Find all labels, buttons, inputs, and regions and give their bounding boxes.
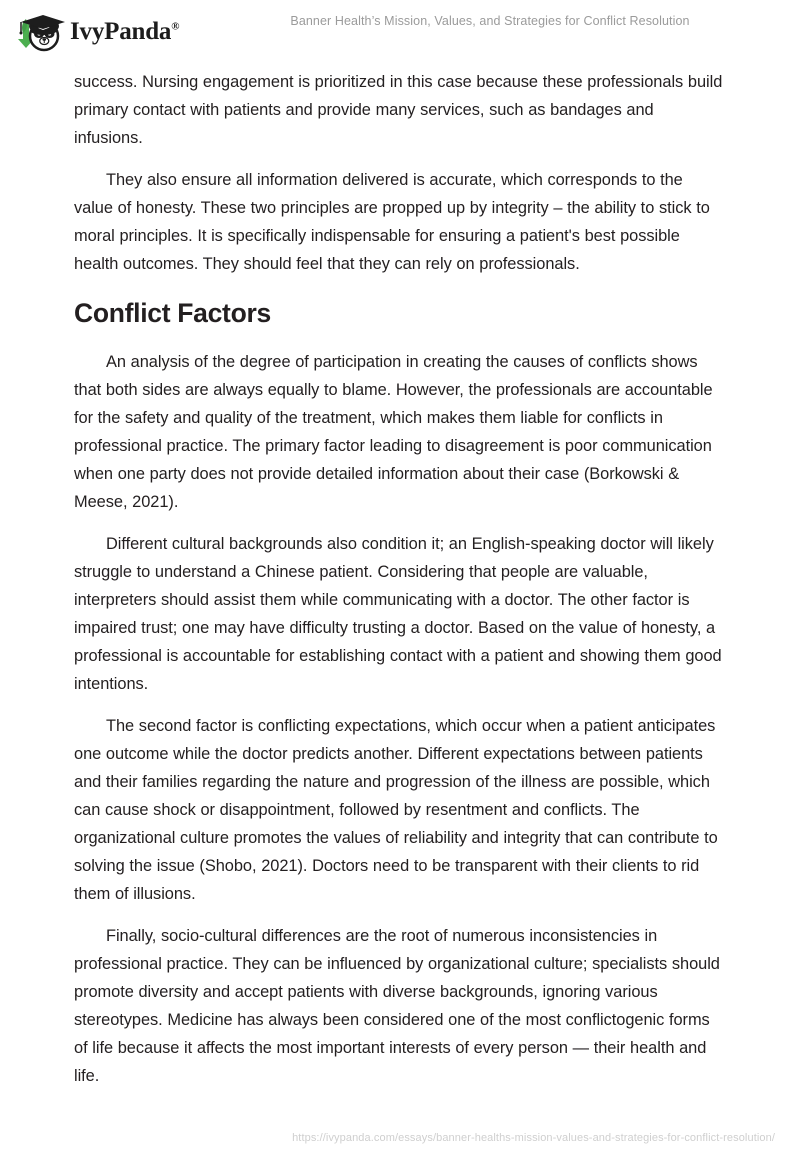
graduation-panda-logo-icon — [14, 8, 66, 54]
site-logo[interactable] — [14, 7, 179, 55]
paragraph: They also ensure all information delivered is accurate, which corresponds to the value of honesty. These two principles are propped up by integrity – the ability to stick to moral principles. It is specifically indispensable for ensuring a patient's best possible health outcomes. They should feel that they can rely on professionals. — [74, 171, 710, 273]
page-header — [0, 0, 800, 62]
document-header-title: Banner Health’s Mission, Values, and Strategies for Conflict Resolution — [290, 14, 690, 28]
paragraph: Different cultural backgrounds also condition it; an English-speaking doctor will likely struggle to understand a Chinese patient. Considering that people are valuable, interpreters should assist them while communicating with a doctor. The other factor is impaired trust; one may have difficulty trusting a doctor. Based on the value of honesty, a professional is accountable for establishing contact with a patient and showing them good intentions. — [74, 535, 722, 693]
paragraph: success. Nursing engagement is prioritized in this case because these professionals build primary contact with patients and provide many services, such as bandages and infusions. — [74, 73, 723, 147]
registered-trademark-icon: ® — [171, 20, 180, 33]
brand-name-text: IvyPanda — [70, 17, 172, 45]
document-body — [74, 68, 724, 1104]
paragraph: An analysis of the degree of participation in creating the causes of conflicts shows that both sides are always equally to blame. However, the professionals are accountable for the safety and quality of the treatment, which makes them liable for conflicts in professional practice. The primary factor leading to disagreement is poor communication when one party does not provide detailed information about their case (Borkowski & Meese, 2021). — [74, 353, 713, 511]
paragraph: Finally, socio-cultural differences are the root of numerous inconsistencies in professional practice. They can be influenced by organizational culture; specialists should promote diversity and accept patients with diverse backgrounds, ignoring various stereotypes. Medicine has always been considered one of the most conflictogenic forms of life because it affects the most important interests of every person — their health and life. — [74, 927, 720, 1085]
source-url-link[interactable]: https://ivypanda.com/essays/banner-healths-mission-values-and-strategies-for-conflict-resolution/ — [292, 1132, 775, 1144]
page-footer — [0, 1128, 775, 1146]
brand-wordmark — [70, 19, 179, 44]
paragraph: The second factor is conflicting expectations, which occur when a patient anticipates one outcome while the doctor predicts another. Different expectations between patients and their families regarding the nature and progression of the illness are possible, which can cause shock or disappointment, followed by resentment and conflicts. The organizational culture promotes the values of reliability and integrity that can contribute to solving the issue (Shobo, 2021). Doctors need to be transparent with their clients to rid them of illusions. — [74, 717, 718, 903]
section-heading: Conflict Factors — [74, 298, 271, 328]
